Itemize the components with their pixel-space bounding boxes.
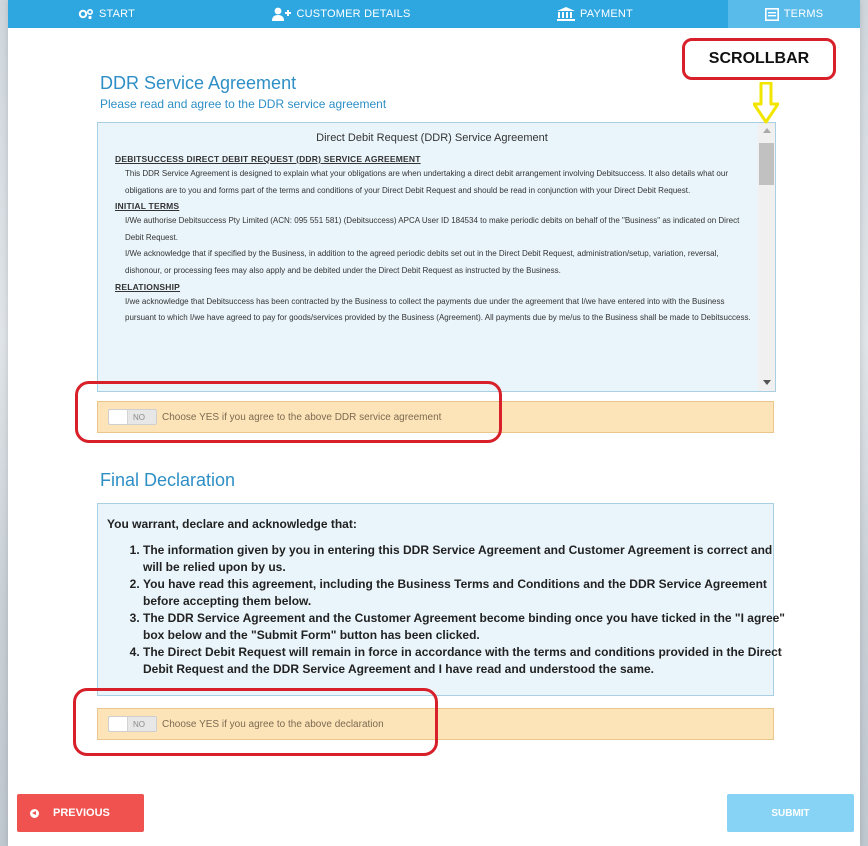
agreement-paragraph: I/We authorise Debitsuccess Pty Limited (ACN: 095 551 581) (Debitsuccess) APCA User ID 184534 to make periodic debits on behalf of the "Business" as indicated on Direct Debit Request. bbox=[125, 216, 740, 242]
toggle-state-label: NO bbox=[133, 412, 145, 422]
tab-label: CUSTOMER DETAILS bbox=[296, 8, 411, 20]
agreement-scrollbar[interactable] bbox=[758, 123, 775, 391]
tab-label: START bbox=[99, 8, 136, 20]
declaration-item: 4. The Direct Debit Request will remain in force in accordance with the terms and conditions provided in the Direct Debit Request and the DDR Service Agreement and I have read and understood the same. bbox=[143, 644, 788, 678]
document-icon bbox=[765, 8, 779, 21]
tab-customer-details[interactable] bbox=[220, 0, 462, 28]
tab-payment[interactable] bbox=[462, 0, 728, 28]
tab-label: TERMS bbox=[783, 8, 824, 20]
agreement-paragraph: I/We acknowledge that if specified by the Business, in addition to the agreed periodic debits set out in the Direct Debit Request, administration/setup, variation, reversal, dishonour, or processing fees may also apply and be debited under the Direct Debit Request as instructed by the Business. bbox=[125, 249, 719, 275]
toggle-state-label: NO bbox=[133, 719, 145, 729]
tab-terms[interactable] bbox=[728, 0, 860, 28]
toggle-knob bbox=[109, 410, 128, 424]
agreement-heading: Direct Debit Request (DDR) Service Agreement bbox=[316, 132, 548, 144]
scroll-up-arrow-icon[interactable] bbox=[763, 128, 771, 133]
declaration-agree-bar bbox=[97, 708, 774, 740]
declaration-intro: You warrant, declare and acknowledge that: bbox=[107, 517, 357, 531]
scrollbar-thumb[interactable] bbox=[759, 143, 774, 185]
agreement-section-heading: RELATIONSHIP bbox=[115, 281, 181, 292]
previous-label: PREVIOUS bbox=[53, 807, 110, 819]
previous-button[interactable] bbox=[17, 794, 144, 832]
ddr-agreement-content bbox=[112, 123, 752, 327]
user-plus-icon bbox=[271, 7, 291, 21]
tab-label: PAYMENT bbox=[580, 8, 633, 20]
declaration-agree-text: Choose YES if you agree to the above declaration bbox=[162, 718, 384, 730]
ddr-title: DDR Service Agreement bbox=[100, 73, 297, 93]
annotation-arrow-icon bbox=[753, 82, 779, 124]
declaration-item: 1. The information given by you in entering this DDR Service Agreement and Customer Agreement is correct and will be relied upon by us. bbox=[143, 542, 788, 576]
ddr-agree-bar bbox=[97, 401, 774, 433]
toggle-knob bbox=[109, 717, 128, 731]
declaration-list bbox=[119, 542, 788, 678]
declaration-item: 3. The DDR Service Agreement and the Customer Agreement become binding once you have ticked in the "I agree" box below and the "Submit Form" button has been clicked. bbox=[143, 610, 788, 644]
agreement-section-heading: DEBITSUCCESS DIRECT DEBIT REQUEST (DDR) SERVICE AGREEMENT bbox=[115, 154, 421, 164]
ddr-subtitle: Please read and agree to the DDR service agreement bbox=[100, 97, 387, 111]
final-declaration-title: Final Declaration bbox=[100, 470, 236, 490]
gears-icon bbox=[78, 8, 94, 20]
scroll-down-arrow-icon[interactable] bbox=[763, 380, 771, 385]
ddr-agreement-scrollbox[interactable] bbox=[97, 122, 776, 392]
ddr-agree-text: Choose YES if you agree to the above DDR service agreement bbox=[162, 411, 442, 423]
agreement-paragraph: This DDR Service Agreement is designed to explain what your obligations are when undertaking a direct debit arrangement involving Debitsuccess. It also details what our obligations are to you and forms part of the terms and conditions of your Direct Debit Request and should be read in conjunction with your Direct Debit Request. bbox=[125, 169, 728, 195]
form-card bbox=[8, 0, 860, 846]
submit-label: SUBMIT bbox=[771, 807, 810, 819]
ddr-agree-toggle[interactable] bbox=[108, 409, 157, 425]
bank-icon bbox=[557, 7, 575, 21]
declaration-item: 2. You have read this agreement, including the Business Terms and Conditions and the DDR Service Agreement before accepting them below. bbox=[143, 576, 788, 610]
final-declaration-box bbox=[97, 503, 785, 696]
declaration-agree-toggle[interactable] bbox=[108, 716, 157, 732]
agreement-section-heading: INITIAL TERMS bbox=[115, 201, 180, 212]
scrollbar-annotation-label: SCROLLBAR bbox=[682, 38, 836, 80]
previous-arrow-icon bbox=[30, 809, 39, 818]
submit-button[interactable] bbox=[727, 794, 854, 832]
tab-start[interactable] bbox=[8, 0, 220, 28]
wizard-nav bbox=[8, 0, 860, 28]
agreement-paragraph: I/we acknowledge that Debitsuccess has been contracted by the Business to collect the payments due under the agreement that I/we have entered into with the Business pursuant to which I/we have agreed to pay for goods/services provided by the Business (Agreement). All payments due by me/us to the Business shall be made to Debitsuccess. bbox=[125, 296, 751, 323]
